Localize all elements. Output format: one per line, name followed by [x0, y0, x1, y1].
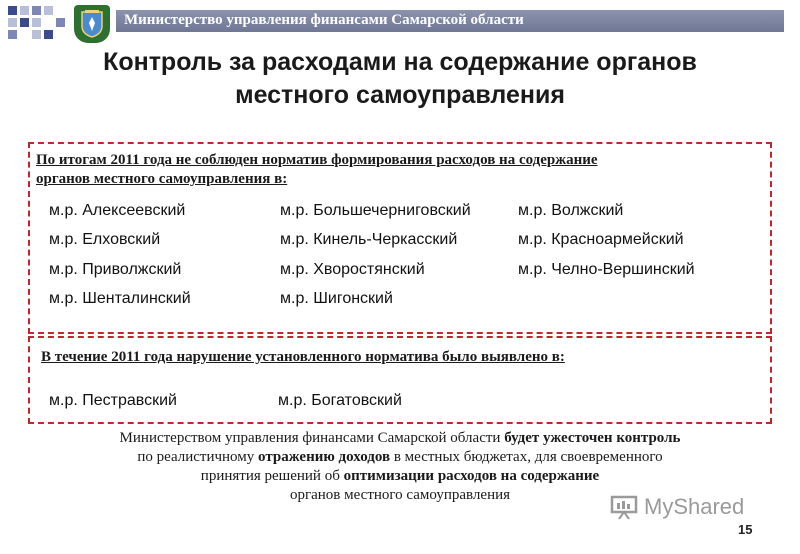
conclusion-text: по реалистичному — [137, 449, 259, 465]
district-item: м.р. Большечерниговский — [280, 202, 471, 219]
district-item: м.р. Пестравский — [49, 392, 177, 409]
conclusion-emphasis: будет ужесточен контроль — [504, 430, 681, 446]
conclusion-line-3 — [0, 467, 800, 486]
district-item: м.р. Богатовский — [278, 392, 402, 409]
conclusion-line-1 — [0, 429, 800, 448]
samara-coat-of-arms-icon — [74, 5, 110, 43]
district-item: м.р. Красноармейский — [518, 231, 684, 248]
title-line-2: местного самоуправления — [235, 81, 565, 109]
decorative-squares — [8, 6, 68, 38]
district-item: м.р. Шигонский — [280, 290, 393, 307]
watermark-text: MyShared — [644, 494, 745, 519]
district-item: м.р. Алексеевский — [49, 202, 186, 219]
conclusion-line-4: органов местного самоуправления — [289, 487, 511, 503]
conclusion-emphasis: отражению доходов — [258, 449, 391, 465]
district-item: м.р. Елховский — [49, 231, 161, 248]
conclusion-line-2 — [0, 448, 800, 467]
page-title — [0, 46, 800, 112]
page-number: 15 — [738, 522, 753, 537]
district-item: м.р. Хворостянский — [280, 261, 425, 278]
section1-heading-line-1: По итогам 2011 года не соблюден норматив формирования расходов на содержание — [36, 152, 598, 168]
conclusion-text: принятия решений об — [200, 468, 344, 484]
watermark — [610, 494, 744, 520]
conclusion-text: Министерством управления финансами Самарской области — [119, 430, 505, 446]
section1-heading-line-2: органов местного самоуправления в: — [36, 171, 288, 187]
header-bar — [116, 10, 784, 32]
presentation-board-icon — [610, 494, 638, 520]
district-item: м.р. Кинель-Черкасский — [280, 231, 458, 248]
district-item: м.р. Волжский — [518, 202, 624, 219]
district-item: м.р. Челно-Вершинский — [518, 261, 695, 278]
conclusion-emphasis: оптимизации расходов на содержание — [343, 468, 600, 484]
ministry-name: Министерство управления финансами Самарской области — [124, 12, 524, 28]
title-line-1: Контроль за расходами на содержание органов — [103, 48, 697, 76]
section2-heading: В течение 2011 года нарушение установленного норматива было выявлено в: — [41, 349, 565, 365]
district-item: м.р. Шенталинский — [49, 290, 191, 307]
district-item: м.р. Приволжский — [49, 261, 182, 278]
conclusion-text: в местных бюджетах, для своевременного — [390, 449, 663, 465]
